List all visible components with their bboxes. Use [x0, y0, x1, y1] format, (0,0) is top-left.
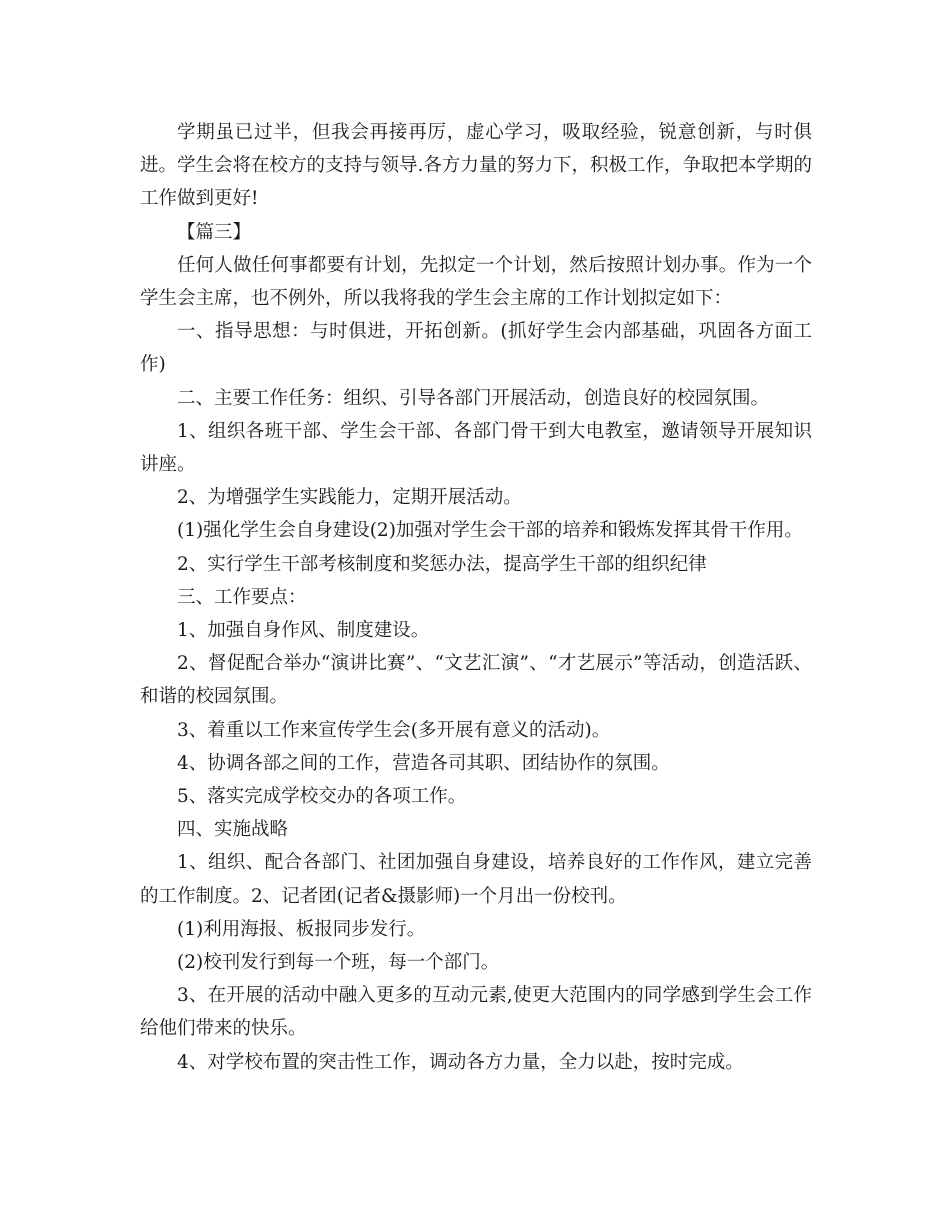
paragraph-8: 2、实行学生干部考核制度和奖惩办法，提高学生干部的组织纪律: [177, 553, 707, 575]
paragraph-3: 一、指导思想：与时俱进，开拓创新。(抓好学生会内部基础，巩固各方面工作): [140, 321, 812, 376]
paragraph-16: 1、组织、配合各部门、社团加强自身建设，培养良好的工作作风，建立完善的工作制度。2、记者团(记者&摄影师)一个月出一份校刊。: [140, 852, 812, 907]
paragraph-14: 5、落实完成学校交办的各项工作。: [177, 786, 467, 808]
paragraph-18: (2)校刊发行到每一个班，每一个部门。: [177, 952, 500, 974]
paragraph-7: (1)强化学生会自身建设(2)加强对学生会干部的培养和锻炼发挥其骨干作用。: [177, 520, 803, 542]
paragraph-12: 3、着重以工作来宣传学生会(多开展有意义的活动)。: [177, 719, 611, 741]
paragraph-6: 2、为增强学生实践能力，定期开展活动。: [177, 487, 522, 509]
paragraph-10: 1、加强自身作风、制度建设。: [177, 620, 430, 642]
paragraph-15: 四、实施战略: [177, 819, 289, 841]
paragraph-4: 二、主要工作任务：组织、引导各部门开展活动，创造良好的校园氛围。: [177, 387, 770, 409]
document-body: [140, 116, 812, 1079]
paragraph-5: 1、组织各班干部、学生会干部、各部门骨干到大电教室，邀请领导开展知识讲座。: [140, 420, 812, 476]
paragraph-20: 4、对学校布置的突击性工作，调动各方力量，全力以赴，按时完成。: [177, 1051, 744, 1073]
section-heading: 【篇三】: [177, 221, 252, 243]
paragraph-0: 学期虽已过半，但我会再接再厉，虚心学习，吸取经验，锐意创新，与时俱进。学生会将在校方的支持与领导.各方力量的努力下，积极工作，争取把本学期的工作做到更好!: [140, 122, 812, 210]
paragraph-11: 2、督促配合举办“演讲比赛”、“文艺汇演”、“才艺展示”等活动，创造活跃、和谐的校园氛围。: [140, 653, 812, 708]
paragraph-13: 4、协调各部之间的工作，营造各司其职、团结协作的氛围。: [177, 752, 670, 774]
paragraph-9: 三、工作要点：: [177, 586, 307, 608]
paragraph-17: (1)利用海报、板报同步发行。: [177, 918, 426, 940]
paragraph-19: 3、在开展的活动中融入更多的互动元素,使更大范围内的同学感到学生会工作给他们带来的快乐。: [140, 985, 812, 1040]
paragraph-2: 任何人做任何事都要有计划，先拟定一个计划，然后按照计划办事。作为一个学生会主席，也不例外，所以我将我的学生会主席的工作计划拟定如下：: [140, 254, 812, 310]
